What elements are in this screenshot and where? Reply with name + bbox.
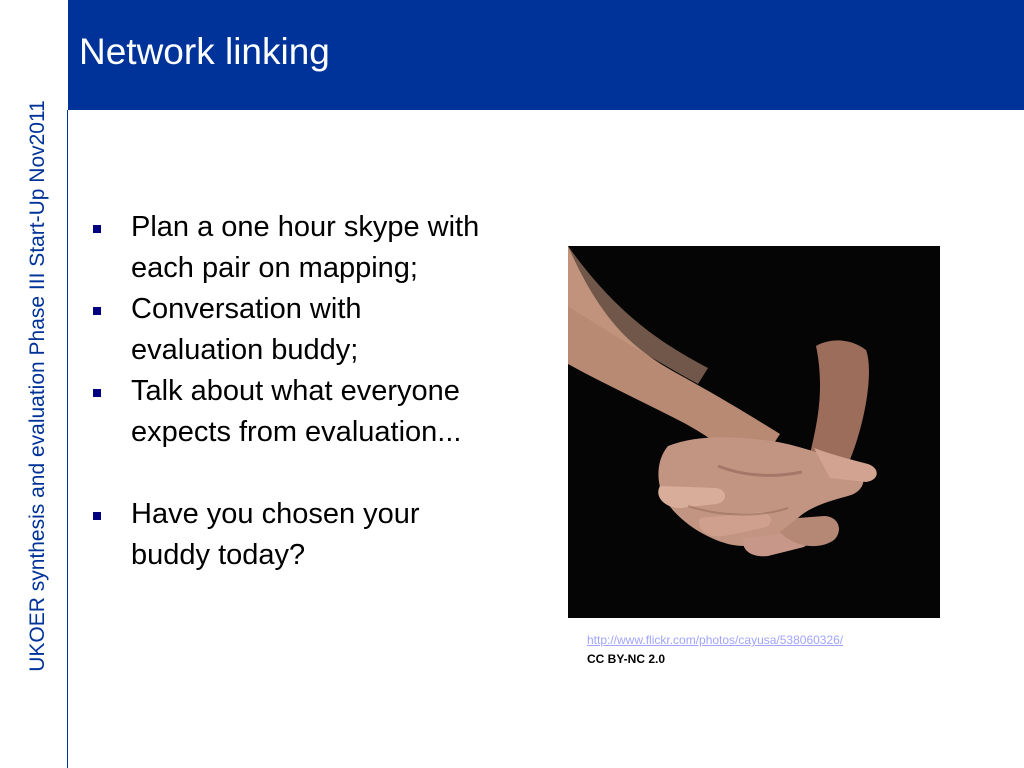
bullet-item [90,371,490,453]
slide-title: Network linking [79,31,330,72]
bullet-text: Plan a one hour skype with each pair on mapping; [131,211,480,284]
bullet-text: Talk about what everyone expects from evaluation... [131,375,462,448]
holding-hands-illustration [568,246,940,618]
left-divider [67,110,68,768]
square-bullet-icon [93,225,101,233]
square-bullet-icon [93,307,101,315]
holding-hands-photo [568,246,940,618]
bullet-text: Have you chosen your buddy today? [131,498,420,571]
square-bullet-icon [93,512,101,520]
bullet-item [90,207,490,289]
photo-credit-link[interactable]: http://www.flickr.com/photos/cayusa/538060326/ [587,633,844,647]
bullet-item [90,289,490,371]
bullet-item [90,494,490,576]
photo-license: CC BY-NC 2.0 [587,652,666,666]
square-bullet-icon [93,389,101,397]
side-caption: UKOER synthesis and evaluation Phase III Start-Up Nov2011 [26,100,49,672]
bullet-text: Conversation with evaluation buddy; [131,293,362,366]
bullet-list [90,207,490,576]
